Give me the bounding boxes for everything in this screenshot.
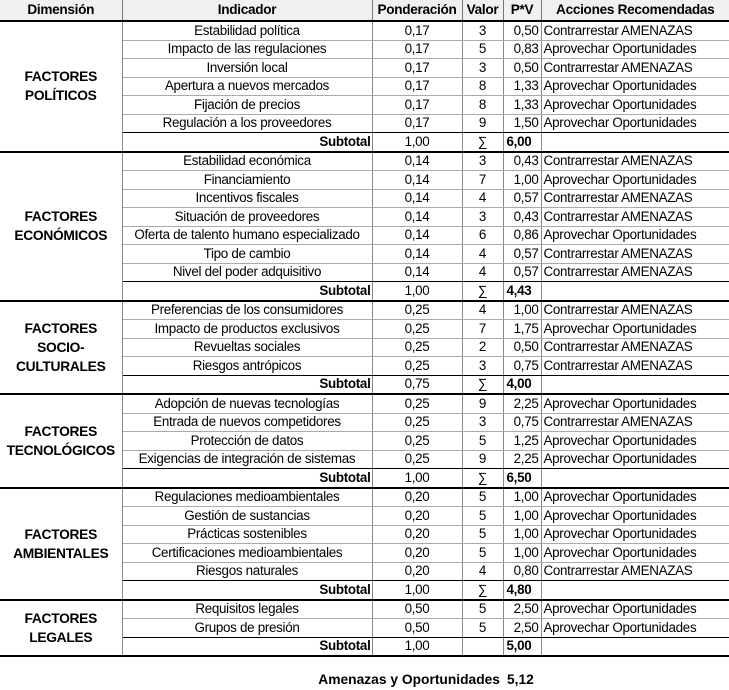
subtotal-pv: 4,80 [503, 581, 541, 600]
weight-cell: 0,17 [372, 96, 462, 115]
value-cell: 3 [462, 208, 503, 227]
weight-cell: 0,14 [372, 226, 462, 245]
action-cell: Contrarrestar AMENAZAS [541, 245, 729, 264]
indicator-cell: Revueltas sociales [122, 338, 372, 357]
value-cell: 4 [462, 301, 503, 320]
weight-cell: 0,50 [372, 619, 462, 638]
pv-cell: 1,33 [503, 96, 541, 115]
value-cell: 4 [462, 562, 503, 581]
table-row [0, 152, 729, 171]
indicator-cell: Apertura a nuevos mercados [122, 77, 372, 96]
value-cell: 8 [462, 96, 503, 115]
indicator-cell: Regulaciones medioambientales [122, 488, 372, 507]
action-cell: Contrarrestar AMENAZAS [541, 21, 729, 40]
action-cell: Aprovechar Oportunidades [541, 450, 729, 469]
weight-cell: 0,20 [372, 488, 462, 507]
action-cell: Aprovechar Oportunidades [541, 96, 729, 115]
indicator-cell: Fijación de precios [122, 96, 372, 115]
action-cell: Aprovechar Oportunidades [541, 600, 729, 619]
action-cell: Aprovechar Oportunidades [541, 394, 729, 413]
dimension-label-line: FACTORES [24, 69, 97, 85]
weight-cell: 0,25 [372, 301, 462, 320]
sum-symbol: ∑ [462, 282, 503, 301]
action-cell: Contrarrestar AMENAZAS [541, 263, 729, 282]
pv-cell: 0,43 [503, 152, 541, 171]
subtotal-action-empty [541, 637, 729, 656]
table-row [0, 21, 729, 40]
dimension-label-line: ECONÓMICOS [14, 228, 108, 243]
action-cell: Aprovechar Oportunidades [541, 77, 729, 96]
indicator-cell: Exigencias de integración de sistemas [122, 450, 372, 469]
weight-cell: 0,14 [372, 152, 462, 171]
header-indicator: Indicador [122, 0, 372, 21]
action-cell: Aprovechar Oportunidades [541, 525, 729, 544]
dimension-label-line: POLÍTICOS [24, 88, 97, 104]
dimension-cell [0, 394, 122, 488]
action-cell: Aprovechar Oportunidades [541, 114, 729, 133]
subtotal-action-empty [541, 581, 729, 600]
value-cell: 5 [462, 619, 503, 638]
action-cell: Aprovechar Oportunidades [541, 226, 729, 245]
weight-cell: 0,17 [372, 77, 462, 96]
value-cell: 5 [462, 507, 503, 526]
dimension-cell [0, 301, 122, 395]
weight-cell: 0,25 [372, 357, 462, 376]
indicator-cell: Riesgos antrópicos [122, 357, 372, 376]
action-cell: Aprovechar Oportunidades [541, 544, 729, 563]
action-cell: Aprovechar Oportunidades [541, 488, 729, 507]
table-row [0, 394, 729, 413]
subtotal-pv: 4,00 [503, 375, 541, 394]
pv-cell: 1,00 [503, 171, 541, 190]
header-dimension: Dimensión [0, 0, 122, 21]
indicator-cell: Requisitos legales [122, 600, 372, 619]
action-cell: Contrarrestar AMENAZAS [541, 413, 729, 432]
weight-cell: 0,20 [372, 525, 462, 544]
indicator-cell: Impacto de las regulaciones [122, 40, 372, 59]
indicator-cell: Grupos de presión [122, 619, 372, 638]
value-cell: 7 [462, 320, 503, 339]
table-row [0, 488, 729, 507]
header-weight: Ponderación [372, 0, 462, 21]
dimension-label-line: FACTORES [24, 610, 97, 626]
indicator-cell: Riesgos naturales [122, 562, 372, 581]
indicator-cell: Entrada de nuevos competidores [122, 413, 372, 432]
action-cell: Contrarrestar AMENAZAS [541, 301, 729, 320]
subtotal-pv: 6,00 [503, 133, 541, 152]
indicator-cell: Estabilidad política [122, 21, 372, 40]
header-actions: Acciones Recomendadas [541, 0, 729, 21]
sum-symbol: ∑ [462, 375, 503, 394]
action-cell: Contrarrestar AMENAZAS [541, 152, 729, 171]
pv-cell: 2,25 [503, 394, 541, 413]
action-cell: Contrarrestar AMENAZAS [541, 357, 729, 376]
sum-symbol [462, 637, 503, 656]
subtotal-weight: 1,00 [372, 581, 462, 600]
pv-cell: 0,43 [503, 208, 541, 227]
table-row [0, 301, 729, 320]
value-cell: 5 [462, 40, 503, 59]
value-cell: 5 [462, 488, 503, 507]
value-cell: 3 [462, 413, 503, 432]
value-cell: 3 [462, 59, 503, 78]
weight-cell: 0,25 [372, 450, 462, 469]
weight-cell: 0,50 [372, 600, 462, 619]
subtotal-pv: 6,50 [503, 469, 541, 488]
action-cell: Aprovechar Oportunidades [541, 40, 729, 59]
subtotal-pv: 4,43 [503, 282, 541, 301]
weight-cell: 0,25 [372, 394, 462, 413]
pv-cell: 1,00 [503, 301, 541, 320]
grand-total-label: Amenazas y Oportunidades [318, 672, 500, 687]
indicator-cell: Impacto de productos exclusivos [122, 320, 372, 339]
action-cell: Aprovechar Oportunidades [541, 171, 729, 190]
pv-cell: 1,00 [503, 525, 541, 544]
weight-cell: 0,17 [372, 59, 462, 78]
pv-cell: 0,75 [503, 413, 541, 432]
indicator-cell: Nivel del poder adquisitivo [122, 263, 372, 282]
pv-cell: 1,25 [503, 432, 541, 451]
action-cell: Aprovechar Oportunidades [541, 619, 729, 638]
indicator-cell: Incentivos fiscales [122, 189, 372, 208]
pv-cell: 2,50 [503, 619, 541, 638]
weight-cell: 0,25 [372, 432, 462, 451]
pv-cell: 0,75 [503, 357, 541, 376]
value-cell: 5 [462, 525, 503, 544]
weight-cell: 0,17 [372, 21, 462, 40]
weight-cell: 0,14 [372, 263, 462, 282]
pv-cell: 0,83 [503, 40, 541, 59]
dimension-label-line: FACTORES [24, 526, 97, 542]
sum-symbol: ∑ [462, 469, 503, 488]
value-cell: 8 [462, 77, 503, 96]
subtotal-pv: 5,00 [503, 637, 541, 656]
subtotal-weight: 1,00 [372, 282, 462, 301]
dimension-label-line: SOCIO- [37, 339, 85, 355]
pv-cell: 1,75 [503, 320, 541, 339]
dimension-label-line: FACTORES [24, 209, 97, 224]
pv-cell: 1,50 [503, 114, 541, 133]
pv-cell: 0,57 [503, 263, 541, 282]
value-cell: 7 [462, 171, 503, 190]
subtotal-action-empty [541, 133, 729, 152]
dimension-cell [0, 488, 122, 600]
value-cell: 9 [462, 450, 503, 469]
value-cell: 4 [462, 263, 503, 282]
value-cell: 4 [462, 245, 503, 264]
indicator-cell: Adopción de nuevas tecnologías [122, 394, 372, 413]
weight-cell: 0,25 [372, 338, 462, 357]
pv-cell: 0,50 [503, 59, 541, 78]
subtotal-weight: 1,00 [372, 637, 462, 656]
pv-cell: 1,33 [503, 77, 541, 96]
pv-cell: 0,57 [503, 245, 541, 264]
value-cell: 4 [462, 189, 503, 208]
subtotal-label: Subtotal [122, 133, 372, 152]
subtotal-label: Subtotal [122, 375, 372, 394]
subtotal-label: Subtotal [122, 282, 372, 301]
value-cell: 6 [462, 226, 503, 245]
indicator-cell: Certificaciones medioambientales [122, 544, 372, 563]
action-cell: Contrarrestar AMENAZAS [541, 59, 729, 78]
weight-cell: 0,20 [372, 562, 462, 581]
dimension-label-line: FACTORES [24, 320, 97, 336]
pv-cell: 1,00 [503, 544, 541, 563]
subtotal-weight: 1,00 [372, 133, 462, 152]
value-cell: 3 [462, 357, 503, 376]
grand-total-value: 5,12 [507, 672, 534, 687]
dimension-cell [0, 152, 122, 301]
value-cell: 5 [462, 600, 503, 619]
value-cell: 9 [462, 394, 503, 413]
weight-cell: 0,14 [372, 171, 462, 190]
action-cell: Contrarrestar AMENAZAS [541, 208, 729, 227]
subtotal-action-empty [541, 282, 729, 301]
weight-cell: 0,25 [372, 320, 462, 339]
dimension-label-line: LEGALES [29, 629, 93, 645]
indicator-cell: Financiamiento [122, 171, 372, 190]
pv-cell: 0,80 [503, 562, 541, 581]
indicator-cell: Estabilidad económica [122, 152, 372, 171]
dimension-label-line: AMBIENTALES [13, 545, 109, 561]
weight-cell: 0,14 [372, 245, 462, 264]
weight-cell: 0,14 [372, 189, 462, 208]
dimension-cell [0, 600, 122, 657]
value-cell: 3 [462, 152, 503, 171]
table-body [0, 21, 729, 656]
subtotal-action-empty [541, 375, 729, 394]
action-cell: Contrarrestar AMENAZAS [541, 189, 729, 208]
value-cell: 2 [462, 338, 503, 357]
value-cell: 9 [462, 114, 503, 133]
pv-cell: 1,00 [503, 507, 541, 526]
action-cell: Aprovechar Oportunidades [541, 432, 729, 451]
weight-cell: 0,25 [372, 413, 462, 432]
pv-cell: 2,50 [503, 600, 541, 619]
subtotal-weight: 0,75 [372, 375, 462, 394]
indicator-cell: Situación de proveedores [122, 208, 372, 227]
pv-cell: 0,57 [503, 189, 541, 208]
header-value: Valor [462, 0, 503, 21]
weight-cell: 0,17 [372, 40, 462, 59]
grand-total-row [0, 671, 729, 690]
value-cell: 3 [462, 21, 503, 40]
pv-cell: 0,86 [503, 226, 541, 245]
indicator-cell: Protección de datos [122, 432, 372, 451]
weight-cell: 0,14 [372, 208, 462, 227]
pv-cell: 0,50 [503, 21, 541, 40]
subtotal-label: Subtotal [122, 581, 372, 600]
pv-cell: 2,25 [503, 450, 541, 469]
pv-cell: 0,50 [503, 338, 541, 357]
dimension-label-line: FACTORES [24, 423, 97, 439]
dimension-label-line: CULTURALES [16, 358, 106, 374]
action-cell: Contrarrestar AMENAZAS [541, 562, 729, 581]
subtotal-weight: 1,00 [372, 469, 462, 488]
action-cell: Aprovechar Oportunidades [541, 507, 729, 526]
value-cell: 5 [462, 544, 503, 563]
dimension-cell [0, 21, 122, 152]
indicator-cell: Oferta de talento humano especializado [122, 226, 372, 245]
indicator-cell: Regulación a los proveedores [122, 114, 372, 133]
weight-cell: 0,20 [372, 544, 462, 563]
table-row [0, 600, 729, 619]
indicator-cell: Tipo de cambio [122, 245, 372, 264]
subtotal-action-empty [541, 469, 729, 488]
header-pv: P*V [503, 0, 541, 21]
value-cell: 5 [462, 432, 503, 451]
dimension-label-line: TECNOLÓGICOS [6, 442, 115, 458]
weight-cell: 0,17 [372, 114, 462, 133]
subtotal-label: Subtotal [122, 637, 372, 656]
pv-cell: 1,00 [503, 488, 541, 507]
indicator-cell: Preferencias de los consumidores [122, 301, 372, 320]
indicator-cell: Prácticas sostenibles [122, 525, 372, 544]
action-cell: Contrarrestar AMENAZAS [541, 338, 729, 357]
indicator-cell: Inversión local [122, 59, 372, 78]
sum-symbol: ∑ [462, 581, 503, 600]
weight-cell: 0,20 [372, 507, 462, 526]
header-row [0, 0, 729, 21]
sum-symbol: ∑ [462, 133, 503, 152]
action-cell: Aprovechar Oportunidades [541, 320, 729, 339]
indicator-cell: Gestión de sustancias [122, 507, 372, 526]
subtotal-label: Subtotal [122, 469, 372, 488]
